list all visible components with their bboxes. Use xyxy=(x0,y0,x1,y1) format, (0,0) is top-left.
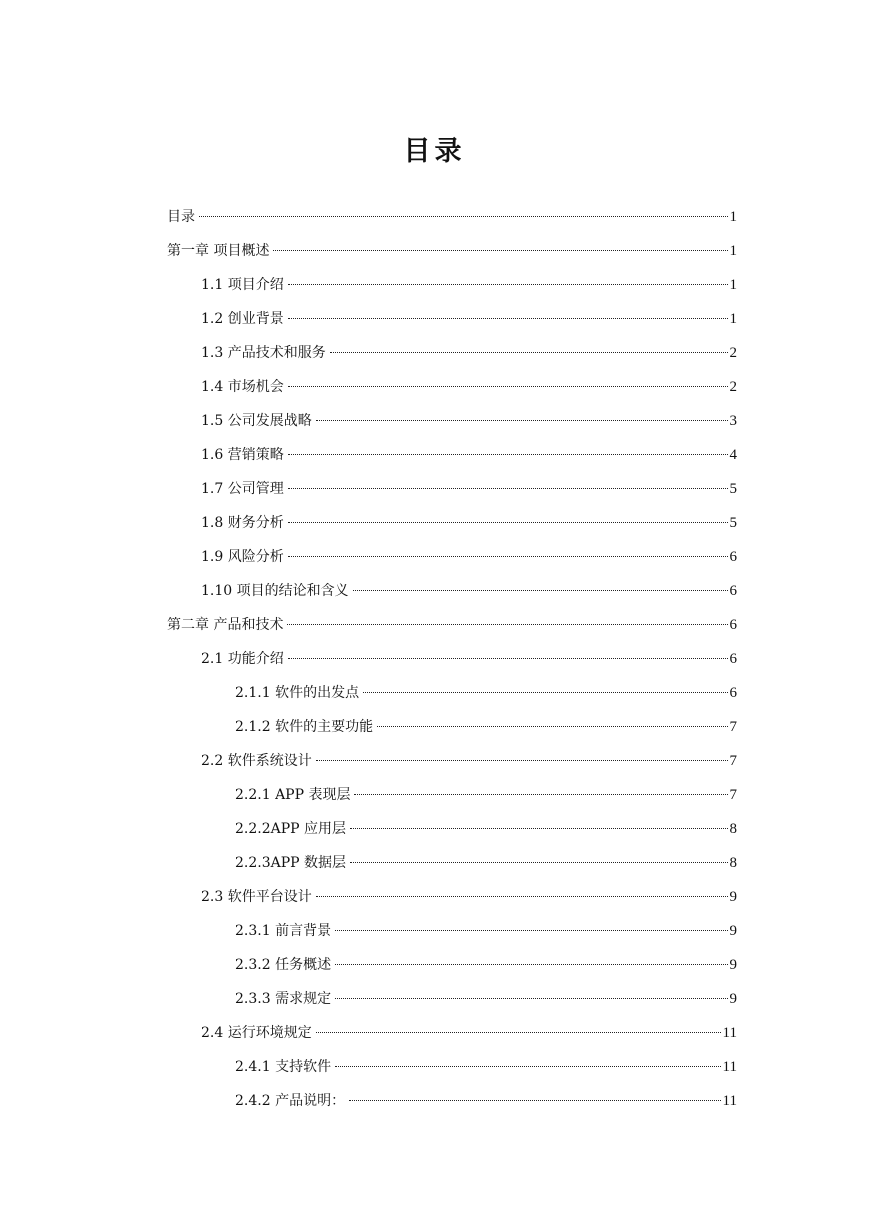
toc-entry-label: 2.3.2 任务概述 xyxy=(235,957,332,973)
toc-page-number: 1 xyxy=(729,209,737,225)
toc-entry-label: 2.4.2 产品说明： xyxy=(235,1093,346,1109)
toc-page-number: 6 xyxy=(729,617,737,633)
toc-page-number: 9 xyxy=(729,889,737,905)
dot-leader xyxy=(199,216,728,217)
toc-entry-label: 第一章 项目概述 xyxy=(167,243,270,259)
dot-leader xyxy=(377,726,727,727)
toc-entry-label: 2.1.2 软件的主要功能 xyxy=(235,719,374,735)
toc-entry[interactable] xyxy=(235,1084,737,1118)
toc-entry-label: 第二章 产品和技术 xyxy=(167,617,284,633)
dot-leader xyxy=(350,828,727,829)
toc-entry[interactable] xyxy=(235,914,737,948)
toc-page-number: 5 xyxy=(729,481,737,497)
toc-entry-label: 2.2 软件系统设计 xyxy=(201,753,312,769)
toc-entry[interactable] xyxy=(201,370,737,404)
toc-entry-label: 1.9 风险分析 xyxy=(201,549,284,565)
toc-entry-label: 2.2.1 APP 表现层 xyxy=(235,787,351,803)
toc-entry[interactable] xyxy=(235,812,737,846)
dot-leader xyxy=(316,420,728,421)
toc-page-number: 1 xyxy=(729,311,737,327)
toc-page-number: 2 xyxy=(729,345,737,361)
toc-entry-label: 2.3.1 前言背景 xyxy=(235,923,332,939)
dot-leader xyxy=(316,760,728,761)
toc-page-number: 2 xyxy=(729,379,737,395)
toc-entry[interactable] xyxy=(201,1016,737,1050)
toc-page-number: 1 xyxy=(729,243,737,259)
toc-entry-label: 2.3.3 需求规定 xyxy=(235,991,332,1007)
toc-entry-label: 1.10 项目的结论和含义 xyxy=(201,583,349,599)
toc-entry-label: 2.4 运行环境规定 xyxy=(201,1025,312,1041)
toc-entry[interactable] xyxy=(201,574,737,608)
toc-page-number: 7 xyxy=(729,753,737,769)
toc-entry[interactable] xyxy=(235,982,737,1016)
toc-page-number: 5 xyxy=(729,515,737,531)
toc-page-number: 11 xyxy=(722,1025,737,1041)
toc-entry[interactable] xyxy=(201,472,737,506)
toc-entry-label: 2.1 功能介绍 xyxy=(201,651,284,667)
toc-entry[interactable] xyxy=(235,948,737,982)
dot-leader xyxy=(363,692,727,693)
toc-entry[interactable] xyxy=(201,540,737,574)
toc-page-number: 8 xyxy=(729,821,737,837)
toc-page-number: 6 xyxy=(729,549,737,565)
toc-entry-label: 2.2.2APP 应用层 xyxy=(235,821,347,837)
toc-entry[interactable] xyxy=(235,1050,737,1084)
toc-entry[interactable] xyxy=(167,608,737,642)
dot-leader xyxy=(287,624,727,625)
toc-entry[interactable] xyxy=(201,404,737,438)
toc-entry[interactable] xyxy=(235,846,737,880)
toc-page-number: 9 xyxy=(729,957,737,973)
toc-page-number: 6 xyxy=(729,583,737,599)
toc-entry-label: 1.5 公司发展战略 xyxy=(201,413,312,429)
toc-entry-label: 2.2.3APP 数据层 xyxy=(235,855,347,871)
toc-entry-label: 1.2 创业背景 xyxy=(201,311,284,327)
toc-entry[interactable] xyxy=(167,234,737,268)
toc-entry-label: 2.4.1 支持软件 xyxy=(235,1059,332,1075)
toc-page-number: 3 xyxy=(729,413,737,429)
toc-entry[interactable] xyxy=(201,302,737,336)
dot-leader xyxy=(273,250,727,251)
toc-entry[interactable] xyxy=(201,268,737,302)
dot-leader xyxy=(316,896,728,897)
toc-entry[interactable] xyxy=(235,778,737,812)
dot-leader xyxy=(330,352,728,353)
dot-leader xyxy=(354,794,727,795)
toc-entry-label: 1.7 公司管理 xyxy=(201,481,284,497)
dot-leader xyxy=(288,522,728,523)
dot-leader xyxy=(335,998,727,999)
dot-leader xyxy=(288,386,728,387)
toc-entry[interactable] xyxy=(235,676,737,710)
dot-leader xyxy=(288,556,728,557)
toc-entry[interactable] xyxy=(201,744,737,778)
toc-entry-label: 目录 xyxy=(167,209,195,225)
toc-entry-label: 1.1 项目介绍 xyxy=(201,277,284,293)
dot-leader xyxy=(288,488,728,489)
toc-entry[interactable] xyxy=(235,710,737,744)
toc-entry[interactable] xyxy=(201,506,737,540)
toc-page-number: 7 xyxy=(729,787,737,803)
toc-page-number: 9 xyxy=(729,991,737,1007)
toc-entry[interactable] xyxy=(201,336,737,370)
toc-entry-label: 2.1.1 软件的出发点 xyxy=(235,685,360,701)
toc-entry-label: 1.4 市场机会 xyxy=(201,379,284,395)
toc-entry-label: 1.6 营销策略 xyxy=(201,447,284,463)
dot-leader xyxy=(316,1032,721,1033)
dot-leader xyxy=(288,284,728,285)
dot-leader xyxy=(288,318,728,319)
toc-page-number: 8 xyxy=(729,855,737,871)
toc-entry[interactable] xyxy=(167,200,737,234)
toc-page-number: 6 xyxy=(729,685,737,701)
dot-leader xyxy=(350,862,727,863)
toc-title: 目录 xyxy=(403,136,466,167)
toc-entry[interactable] xyxy=(201,642,737,676)
dot-leader xyxy=(335,1066,720,1067)
toc-entry[interactable] xyxy=(201,438,737,472)
toc-entry[interactable] xyxy=(201,880,737,914)
toc-page-number: 7 xyxy=(729,719,737,735)
dot-leader xyxy=(335,964,727,965)
toc-entry-label: 1.8 财务分析 xyxy=(201,515,284,531)
toc-page-number: 11 xyxy=(722,1059,737,1075)
toc-entry-label: 2.3 软件平台设计 xyxy=(201,889,312,905)
dot-leader xyxy=(353,590,728,591)
toc-page-number: 6 xyxy=(729,651,737,667)
toc-entry-label: 1.3 产品技术和服务 xyxy=(201,345,326,361)
toc-page-number: 9 xyxy=(729,923,737,939)
toc-page-number: 4 xyxy=(729,447,737,463)
toc-page-number: 1 xyxy=(729,277,737,293)
dot-leader xyxy=(288,658,728,659)
dot-leader xyxy=(288,454,728,455)
toc-page-number: 11 xyxy=(722,1093,737,1109)
dot-leader xyxy=(335,930,727,931)
dot-leader xyxy=(349,1100,720,1101)
